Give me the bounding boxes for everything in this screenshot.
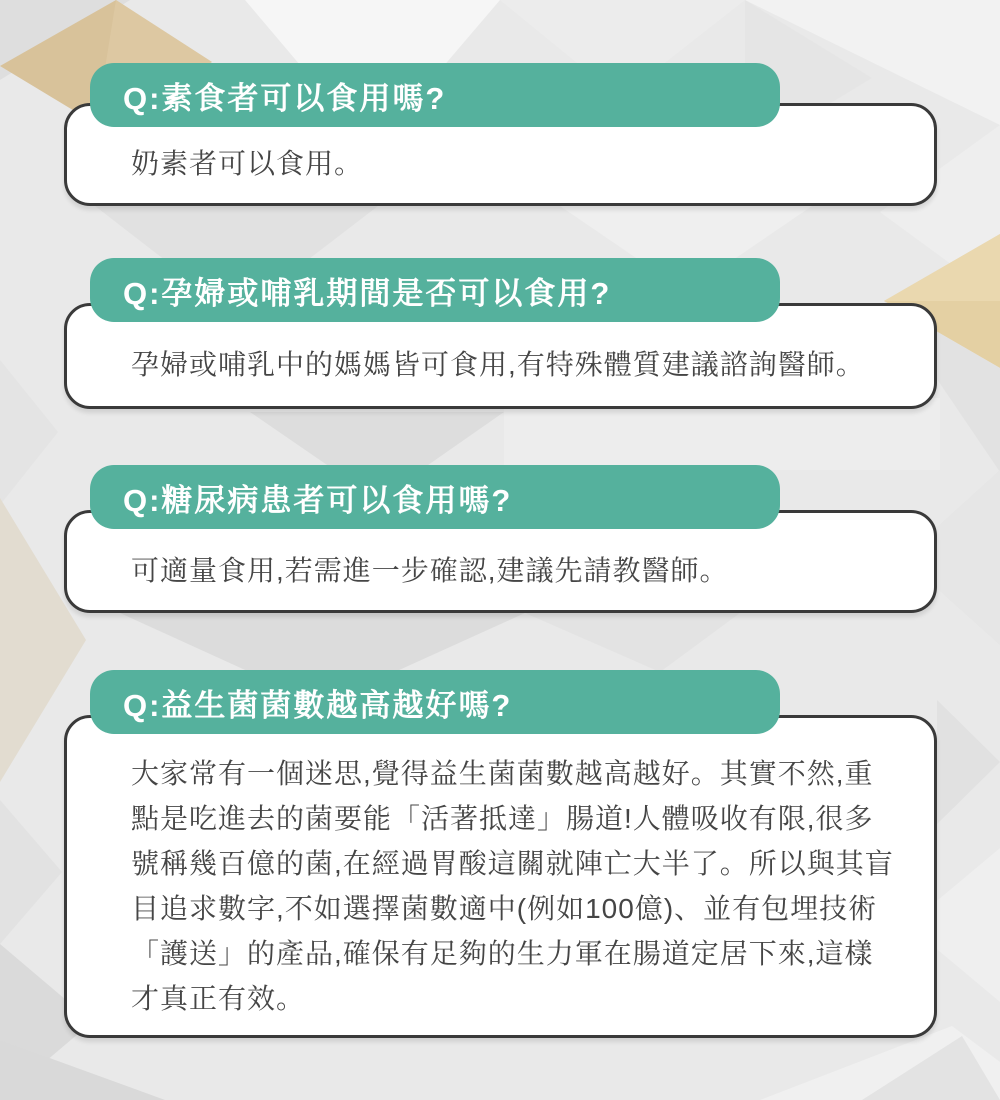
question-header: [90, 258, 780, 322]
question-header: [90, 465, 780, 529]
question-text: Q:糖尿病患者可以食用嗎?: [123, 482, 513, 518]
question-text: Q:孕婦或哺乳期間是否可以食用?: [123, 275, 612, 311]
answer-text: 奶素者可以食用。: [131, 147, 364, 179]
answer-body: [64, 715, 937, 1038]
answer-text: 大家常有一個迷思,覺得益生菌菌數越高越好。其實不然,重點是吃進去的菌要能「活著抵達」腸道!人體吸收有限,很多號稱幾百億的菌,在經過胃酸這關就陣亡大半了。所以與其盲目追求數字,不如選擇菌數適中(例如100億)、並有包埋技術「護送」的產品,確保有足夠的生力軍在腸道定居下來,這樣才真正有效。: [131, 758, 894, 1014]
question-text: Q:素食者可以食用嗎?: [123, 80, 447, 116]
question-header: [90, 670, 780, 734]
question-text: Q:益生菌菌數越高越好嗎?: [123, 687, 513, 723]
question-header: [90, 63, 780, 127]
answer-text: 孕婦或哺乳中的媽媽皆可食用,有特殊體質建議諮詢醫師。: [131, 349, 865, 380]
answer-text: 可適量食用,若需進一步確認,建議先請教醫師。: [131, 554, 729, 586]
